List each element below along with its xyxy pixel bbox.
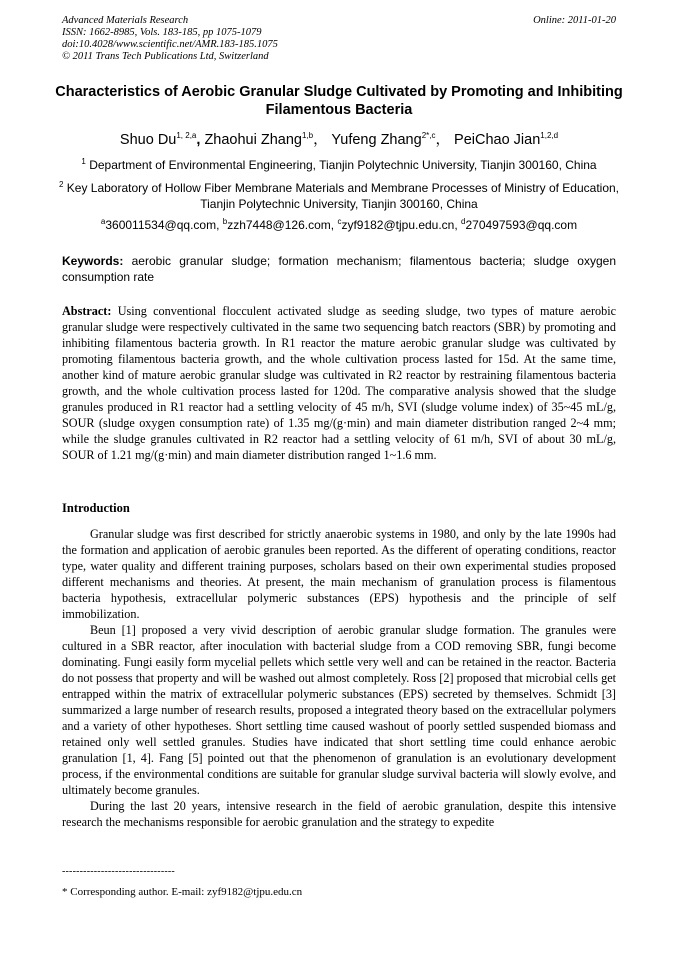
keywords-label: Keywords:: [62, 254, 124, 268]
abstract: [62, 303, 616, 463]
email-mark: b: [222, 217, 228, 226]
author: [331, 132, 454, 148]
author-name: Zhaohui Zhang: [204, 132, 302, 148]
author-affiliation-mark: 1, 2,a: [176, 131, 197, 141]
abstract-text: Using conventional flocculent activated sludge as seeding sludge, two types of mature aerobic granular sludge were respectively cultivated in the same two sequencing batch reactors (SBR) by promoting and inhibiting filamentous bacteria growth. In R1 reactor the mature aerobic granular sludge was cultivated by promoting filamentous bacteria growth, and the whole cultivation process lasted for 15d. At the same time, another kind of mature aerobic granular sludge was cultivated in R2 reactor by restraining filamentous bacteria growth, and the whole cultivation process lasted for 120d. The comparative analysis showed that the sludge granules produced in R1 reactor had a settling velocity of 45 m/h, SVI (sludge volume index) of 35~45 mL/g, SOUR (sludge oxygen consumption rate) of 1.35 mg/(g·min) and main diameter distribution ranged 2~4 mm; while the sludge granules cultivated in R2 reactor had a settling velocity of 61 m/h, SVI of about 30 mL/g, SOUR of 1.21 mg/(g·min) and main diameter distribution ranged 1~1.6 mm.: [62, 304, 616, 462]
author-separator: ,: [196, 132, 205, 148]
email-list: [40, 217, 638, 233]
affiliation-text: Key Laboratory of Hollow Fiber Membrane Materials and Membrane Processes of Ministry of Education, Tianjin Polytechnic University, Tianjin 300160, China: [66, 181, 620, 211]
paragraph: Beun [1] proposed a very vivid description of aerobic granular sludge formation. The granules were cultured in a SBR reactor, after inoculation with bacterial sludge from a COD removing SBR, fungi become dominating. Fungi easily form mycelial pellets which settle very well and can be retained in the reactor. Bacteria do not possess that property and will be washed out almost completely. Ross [2] proposed that microbial cells get entrapped within the matrix of extracellular polymeric substances (EPS) secreted by themselves. Schmidt [3] summarized a large number of research results, proposed a integrated theory based on the extracellular polymers and a variety of other hypotheses. Short settling time caused washout of poorly settled suspended biomass and retained only well settled granules. Studies have indicated that short settling time could enhance aerobic granulation [1, 4]. Fang [5] pointed out that the phenomenon of granulation is an evolutionary development process, if the environmental conditions are suitable for granular sludge survival bacteria will slowly evolve, and ultimately become granules.: [62, 623, 616, 797]
abstract-label: Abstract:: [62, 304, 112, 318]
author-name: PeiChao Jian: [454, 132, 541, 148]
section-heading-introduction: Introduction: [62, 501, 130, 515]
paragraph: Granular sludge was first described for strictly anaerobic systems in 1980, and only by the late 1990s had the formation and application of aerobic granules been reported. As the different of operating conditions, reactor type, water quality and different training purposes, scholars based on their own experimental studies proposed different mechanisms and theories. At present, the main mechanism of granulation process is filamentous bacteria hypothesis, extracellular polymeric substances (EPS) hypothesis and the principle of self immobilization.: [62, 527, 616, 621]
issn-line: ISSN: 1662-8985, Vols. 183-185, pp 1075-1079: [62, 27, 262, 38]
author-list: [40, 130, 638, 150]
email-mark: c: [337, 217, 342, 226]
affiliation: [50, 158, 628, 174]
introduction-body: [62, 526, 616, 830]
copyright-line: © 2011 Trans Tech Publications Ltd, Switzerland: [62, 51, 269, 62]
author-affiliation-mark: 1,b: [301, 131, 314, 141]
author-affiliation-mark: 1,2,d: [540, 131, 559, 141]
affiliation-mark: 2: [58, 180, 64, 189]
footnote-rule: --------------------------------: [62, 866, 175, 877]
email-address: zyf9182@tjpu.edu.cn,: [341, 218, 462, 232]
paper-title: Characteristics of Aerobic Granular Sludge Cultivated by Promoting and Inhibiting Filamentous Bacteria: [55, 84, 623, 118]
author-affiliation-mark: 2*,c: [421, 131, 436, 141]
email-mark: a: [100, 217, 106, 226]
affiliation: [50, 181, 628, 212]
footnote: * Corresponding author. E-mail: zyf9182@tjpu.edu.cn: [62, 886, 303, 898]
author: [204, 132, 331, 148]
author-separator: ，: [435, 132, 455, 148]
author-name: Shuo Du: [119, 132, 177, 148]
email-address: 360011534@qq.com,: [105, 218, 223, 232]
author-name: Yufeng Zhang: [331, 132, 422, 148]
email-mark: d: [461, 217, 466, 226]
doi-line: doi:10.4028/www.scientific.net/AMR.183-185.1075: [62, 39, 278, 50]
keywords-text: aerobic granular sludge; formation mechanism; filamentous bacteria; sludge oxygen consumption rate: [62, 254, 616, 284]
keywords: [62, 253, 616, 285]
online-date: Online: 2011-01-20: [533, 15, 616, 26]
email-address: zzh7448@126.com,: [227, 218, 338, 232]
author-separator: ，: [313, 132, 332, 148]
email-address: 270497593@qq.com: [465, 218, 578, 232]
affiliation-mark: 1: [81, 157, 86, 166]
paragraph: During the last 20 years, intensive research in the field of aerobic granulation, despite this intensive research the mechanisms responsible for aerobic granulation and the strategy to expedite: [62, 799, 616, 829]
journal-header: [62, 15, 616, 63]
journal-name: Advanced Materials Research: [62, 15, 189, 26]
author: [454, 132, 558, 148]
author: [120, 132, 205, 148]
affiliation-text: Department of Environmental Engineering, Tianjin Polytechnic University, Tianjin 300160, China: [89, 158, 597, 172]
